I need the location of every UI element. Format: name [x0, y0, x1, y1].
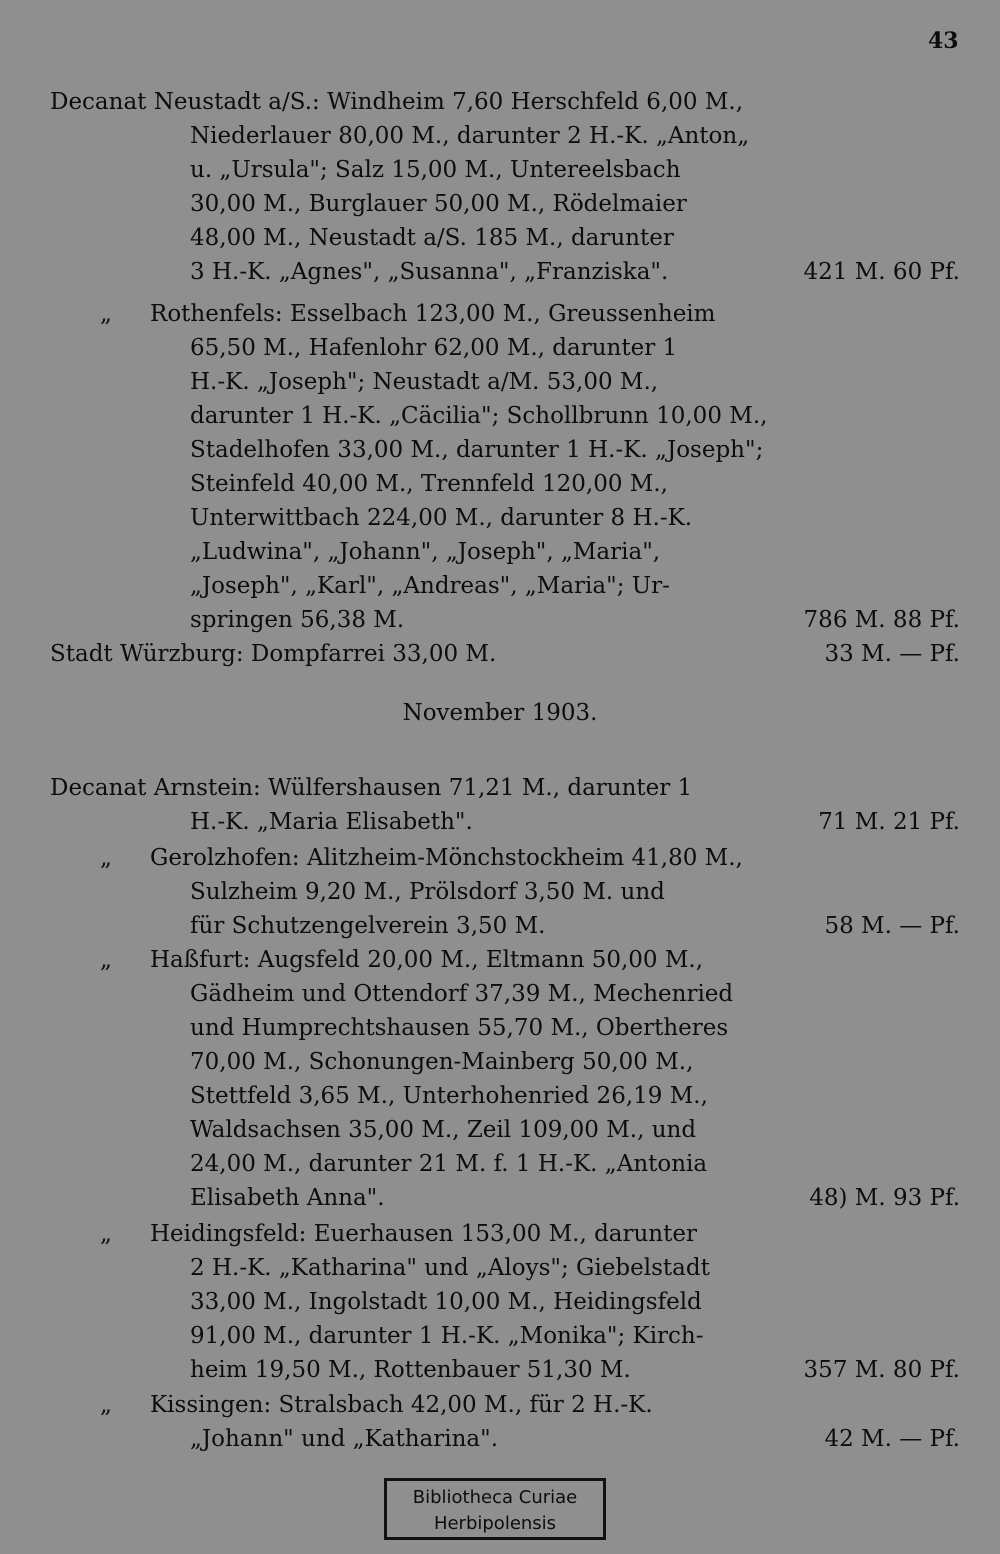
- entry-line: Decanat Arnstein: Wülfershausen 71,21 M., darunter 1: [50, 775, 693, 801]
- entry-amount: 421 M. 60 Pf.: [803, 259, 960, 285]
- entry-line: und Humprechtshausen 55,70 M., Obertheres: [190, 1015, 729, 1041]
- entry-line: für Schutzengelverein 3,50 M.: [190, 913, 546, 939]
- entry-line: 33,00 M., Ingolstadt 10,00 M., Heidingsfeld: [190, 1289, 702, 1315]
- entry-line: Stettfeld 3,65 M., Unterhohenried 26,19 M.,: [190, 1083, 708, 1109]
- entry-line: H.-K. „Joseph"; Neustadt a/M. 53,00 M.,: [190, 369, 659, 395]
- page-number: 43: [928, 28, 959, 54]
- entry-amount: 48) M. 93 Pf.: [809, 1185, 960, 1211]
- entry-line: Elisabeth Anna".: [190, 1185, 385, 1211]
- entry-amount: 357 M. 80 Pf.: [803, 1357, 960, 1383]
- entry-line: Waldsachsen 35,00 M., Zeil 109,00 M., und: [190, 1117, 697, 1143]
- entry-line: „Joseph", „Karl", „Andreas", „Maria"; Ur-: [190, 573, 670, 599]
- entry-line: Niederlauer 80,00 M., darunter 2 H.-K. „Anton„: [190, 123, 750, 149]
- entry-line: „Ludwina", „Johann", „Joseph", „Maria",: [190, 539, 661, 565]
- ditto-mark: „: [100, 1392, 112, 1418]
- entry-amount: 33 M. — Pf.: [824, 641, 960, 667]
- entry-line: 3 H.-K. „Agnes", „Susanna", „Franziska".: [190, 259, 669, 285]
- entry-line: Haßfurt: Augsfeld 20,00 M., Eltmann 50,00 M.,: [150, 947, 704, 973]
- entry-line: springen 56,38 M.: [190, 607, 405, 633]
- entry-line: 30,00 M., Burglauer 50,00 M., Rödelmaier: [190, 191, 687, 217]
- entry-line: 70,00 M., Schonungen-Mainberg 50,00 M.,: [190, 1049, 694, 1075]
- entry-amount: 42 M. — Pf.: [824, 1426, 960, 1452]
- library-stamp: [384, 1478, 606, 1540]
- entry-line: Rothenfels: Esselbach 123,00 M., Greussenheim: [150, 301, 716, 327]
- entry-amount: 58 M. — Pf.: [824, 913, 960, 939]
- entry-line: Steinfeld 40,00 M., Trennfeld 120,00 M.,: [190, 471, 668, 497]
- entry-line: Decanat Neustadt a/S.: Windheim 7,60 Herschfeld 6,00 M.,: [50, 89, 743, 115]
- ditto-mark: „: [100, 947, 112, 973]
- entry-line: Kissingen: Stralsbach 42,00 M., für 2 H.-K.: [150, 1392, 653, 1418]
- entry-line: 91,00 M., darunter 1 H.-K. „Monika"; Kirch-: [190, 1323, 704, 1349]
- entry-line: 24,00 M., darunter 21 M. f. 1 H.-K. „Antonia: [190, 1151, 708, 1177]
- entry-line: Gädheim und Ottendorf 37,39 M., Mechenried: [190, 981, 734, 1007]
- stamp-line: Bibliotheca Curiae: [412, 1487, 578, 1508]
- entry-line: Unterwittbach 224,00 M., darunter 8 H.-K.: [190, 505, 693, 531]
- entry-line: u. „Ursula"; Salz 15,00 M., Untereelsbach: [190, 157, 681, 183]
- entry-amount: 71 M. 21 Pf.: [818, 809, 960, 835]
- ditto-mark: „: [100, 1221, 112, 1247]
- month-heading: November 1903.: [402, 700, 598, 726]
- stamp-line: Herbipolensis: [433, 1513, 557, 1534]
- entry-line: Stadt Würzburg: Dompfarrei 33,00 M.: [50, 641, 497, 667]
- entry-line: Gerolzhofen: Alitzheim-Mönchstockheim 41,80 M.,: [150, 845, 743, 871]
- ditto-mark: „: [100, 301, 112, 327]
- entry-line: 48,00 M., Neustadt a/S. 185 M., darunter: [190, 225, 674, 251]
- entry-line: 2 H.-K. „Katharina" und „Aloys"; Giebelstadt: [190, 1255, 710, 1281]
- entry-line: Heidingsfeld: Euerhausen 153,00 M., darunter: [150, 1221, 697, 1247]
- entry-line: Stadelhofen 33,00 M., darunter 1 H.-K. „Joseph";: [190, 437, 764, 463]
- entry-amount: 786 M. 88 Pf.: [803, 607, 960, 633]
- entry-line: „Johann" und „Katharina".: [190, 1426, 499, 1452]
- entry-line: 65,50 M., Hafenlohr 62,00 M., darunter 1: [190, 335, 678, 361]
- ditto-mark: „: [100, 845, 112, 871]
- entry-line: heim 19,50 M., Rottenbauer 51,30 M.: [190, 1357, 631, 1383]
- entry-line: darunter 1 H.-K. „Cäcilia"; Schollbrunn 10,00 M.,: [190, 403, 768, 429]
- entry-line: Sulzheim 9,20 M., Prölsdorf 3,50 M. und: [190, 879, 665, 905]
- entry-line: H.-K. „Maria Elisabeth".: [190, 809, 473, 835]
